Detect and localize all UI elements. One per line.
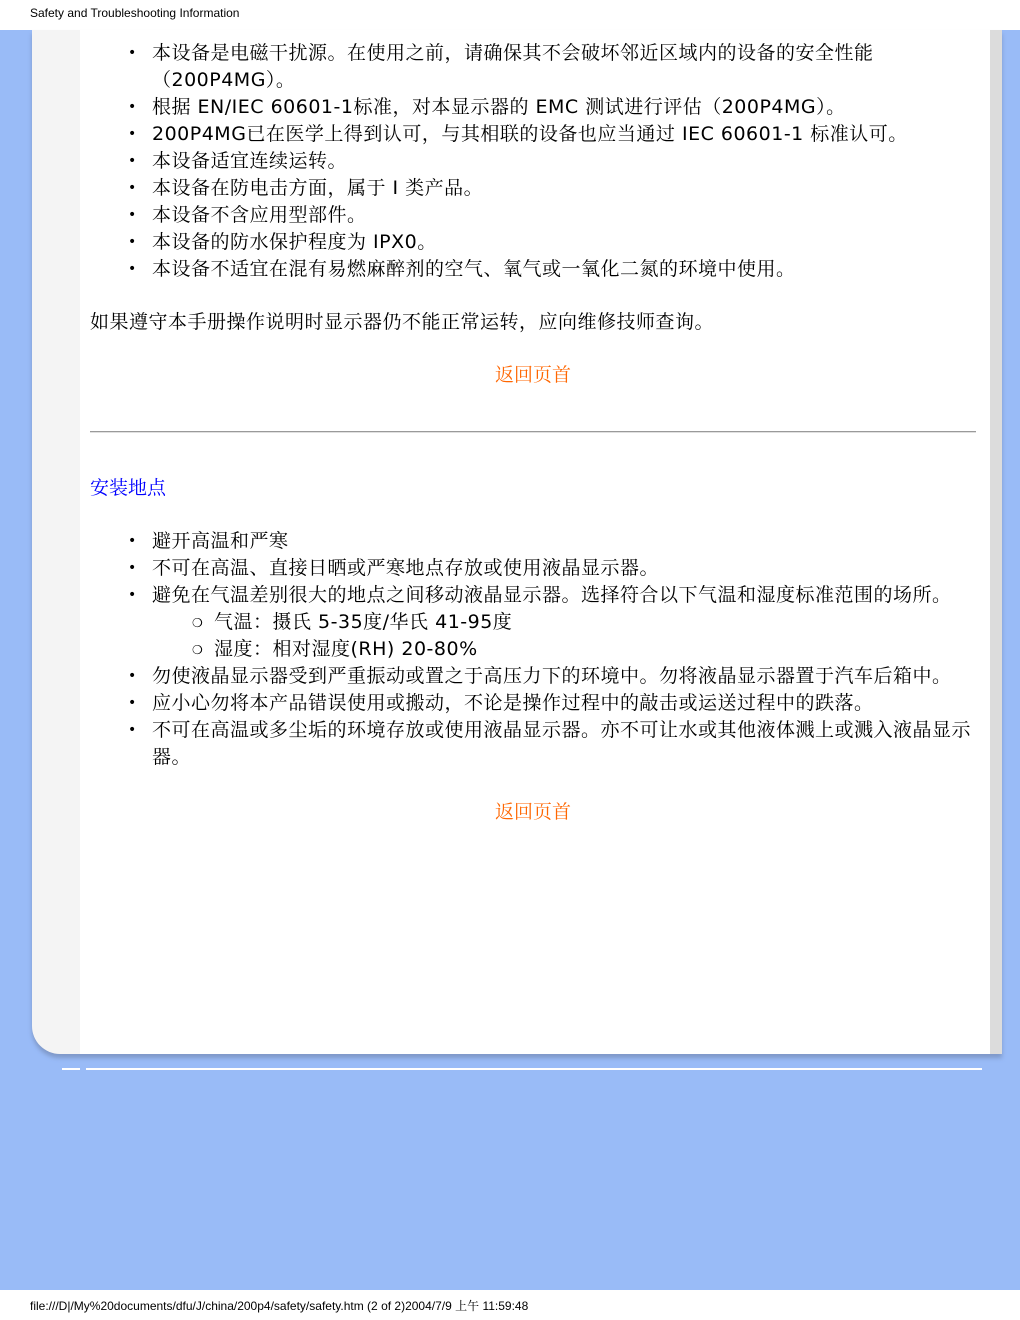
list-item: • 本设备的防水保护程度为 IPX0。 — [152, 229, 980, 256]
list-item: • 本设备不适宜在混有易燃麻醉剂的空气、氧气或一氧化二氮的环境中使用。 — [152, 256, 980, 283]
sub-list-item: ❍ 湿度：相对湿度(RH) 20-80% — [214, 636, 980, 663]
bullet-icon: • — [128, 99, 137, 115]
bullet-icon: • — [128, 587, 137, 603]
content-panel-edge — [990, 30, 1002, 1054]
list-item: • 避开高温和严寒 — [152, 528, 980, 555]
bullet-icon: • — [128, 207, 137, 223]
section-divider — [90, 431, 976, 433]
list-item: • 本设备是电磁干扰源。在使用之前，请确保其不会破坏邻近区域内的设备的安全性能（200P4MG）。 — [128, 42, 874, 91]
circle-bullet-icon: ❍ — [192, 643, 204, 657]
back-to-top-link[interactable]: 返回页首 — [494, 801, 571, 823]
installation-list — [90, 528, 980, 771]
list-item: • 不可在高温或多尘垢的环境存放或使用液晶显示器。亦不可让水或其他液体溅上或溅入液晶显示器。 — [128, 719, 972, 768]
environment-spec-list — [152, 609, 980, 663]
bullet-icon: • — [128, 695, 137, 711]
bullet-icon: • — [128, 234, 137, 250]
list-item: • 200P4MG已在医学上得到认可，与其相联的设备也应当通过 IEC 60601-1 标准认可。 — [152, 121, 980, 148]
bullet-icon: • — [128, 560, 137, 576]
list-item: • 应小心勿将本产品错误使用或搬动，不论是操作过程中的敲击或运送过程中的跌落。 — [152, 690, 980, 717]
circle-bullet-icon: ❍ — [192, 616, 204, 630]
bullet-icon: • — [128, 533, 137, 549]
list-item: • 本设备适宜连续运转。 — [152, 148, 980, 175]
list-item: • 本设备在防电击方面，属于 I 类产品。 — [152, 175, 980, 202]
page-header-title: Safety and Troubleshooting Information — [30, 6, 240, 20]
browser-header — [0, 0, 1020, 30]
list-item: • 避免在气温差别很大的地点之间移动液晶显示器。选择符合以下气温和湿度标准范围的场所。 ❍ 气温：摄氏 5-35度/华氏 41-95度 ❍ 湿度：相对湿度(RH) 20-80% — [152, 582, 980, 663]
list-item: • 不可在高温、直接日晒或严寒地点存放或使用液晶显示器。 — [152, 555, 980, 582]
main-content — [90, 40, 980, 826]
bullet-icon: • — [128, 126, 137, 142]
bullet-icon: • — [128, 153, 137, 169]
bullet-icon: • — [128, 722, 137, 738]
medical-compliance-list — [90, 40, 980, 283]
page-footer-path: file:///D|/My%20documents/dfu/J/china/200p4/safety/safety.htm (2 of 2)2004/7/9 上午 11:59:48 — [30, 1299, 529, 1313]
bottom-divider — [86, 1068, 982, 1070]
installation-section-title[interactable]: 安装地点 — [90, 477, 167, 499]
bullet-icon: • — [128, 45, 137, 61]
bullet-icon: • — [128, 261, 137, 277]
service-note: 如果遵守本手册操作说明时显示器仍不能正常运转，应向维修技师查询。 — [90, 311, 715, 333]
bottom-divider-left — [62, 1068, 80, 1070]
bullet-icon: • — [128, 668, 137, 684]
sub-list-item: ❍ 气温：摄氏 5-35度/华氏 41-95度 — [214, 609, 980, 636]
list-item: • 本设备不含应用型部件。 — [152, 202, 980, 229]
back-to-top-link[interactable]: 返回页首 — [494, 364, 571, 386]
bullet-icon: • — [128, 180, 137, 196]
list-item: • 根据 EN/IEC 60601-1标准，对本显示器的 EMC 测试进行评估（200P4MG）。 — [152, 94, 980, 121]
list-item: • 勿使液晶显示器受到严重振动或置之于高压力下的环境中。勿将液晶显示器置于汽车后箱中。 — [152, 663, 980, 690]
